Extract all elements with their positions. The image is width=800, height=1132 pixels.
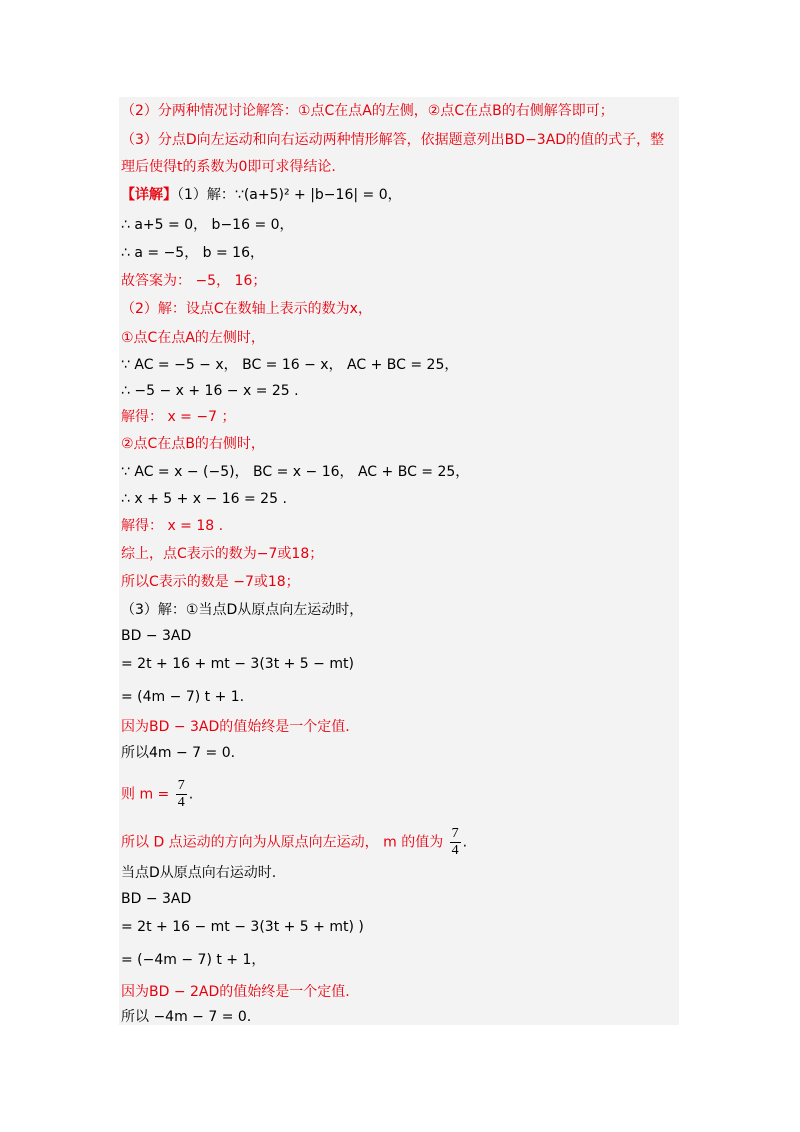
line-constant-right: 因为BD − 2AD的值始终是一个定值.	[121, 984, 350, 1000]
line-case1-eq2: ∴ −5 − x + 16 − x = 25 .	[121, 383, 299, 399]
fraction-seven-fourths-2	[450, 826, 461, 859]
line-m-value	[121, 778, 193, 811]
line-summary: 综上，点C表示的数为−7或18；	[121, 546, 324, 562]
line-case2-eq2: ∴ x + 5 + x − 16 = 25 .	[121, 491, 287, 507]
line-part3-case2-title: 当点D从原点向右运动时.	[121, 865, 277, 881]
line-expr-bd-3ad-2: BD − 3AD	[121, 891, 192, 907]
line-coeff-zero-right: 所以 −4m − 7 = 0.	[121, 1009, 252, 1025]
fraction-seven-fourths	[176, 778, 187, 811]
line-constant-left: 因为BD − 3AD的值始终是一个定值.	[121, 719, 350, 735]
line-case2-eq1: ∵ AC = x − (−5)， BC = x − 16， AC + BC = 25，	[121, 464, 470, 480]
line-part3-hint: （3）分点D向左运动和向右运动两种情形解答，依据题意列出BD−3AD的值的式子，整	[121, 132, 665, 148]
line-part2-hint: （2）分两种情况讨论解答：①点C在点A的左侧，②点C在点B的右侧解答即可；	[121, 103, 614, 119]
line-answer-part1: 故答案为： −5， 16；	[121, 273, 267, 289]
line-simplify-left: = (4m − 7) t + 1.	[121, 689, 245, 705]
detail-label: 【详解】	[121, 187, 177, 203]
detail-part1-eq: （1）解：∵(a+5)² + |b−16| = 0，	[177, 187, 402, 203]
line-detail-part1	[121, 186, 402, 204]
line-eq-values: ∴ a = −5， b = 16，	[121, 245, 264, 261]
line-expand-left: = 2t + 16 + mt − 3(3t + 5 − mt)	[121, 656, 354, 672]
fraction-numerator: 7	[451, 826, 459, 841]
line-case2-solution: 解得： x = 18 .	[121, 518, 224, 534]
fraction-denominator: 4	[451, 843, 459, 858]
direction-left-text: 所以 D 点运动的方向为从原点向左运动， m 的值为	[121, 834, 444, 851]
line-part3-hint-cont: 理后使得t的系数为0即可求得结论.	[121, 159, 336, 175]
line-coeff-zero-left: 所以4m − 7 = 0.	[121, 745, 236, 761]
line-case2-title: ②点C在点B的右侧时，	[121, 436, 265, 452]
fraction-denominator: 4	[177, 795, 185, 810]
line-conclusion: 所以C表示的数是 −7或18；	[121, 574, 300, 590]
line-case1-title: ①点C在点A的左侧时，	[121, 330, 265, 346]
m-value-period: .	[188, 786, 194, 803]
line-expand-right: = 2t + 16 − mt − 3(3t + 5 + mt) )	[121, 919, 364, 935]
fraction-numerator: 7	[177, 778, 185, 793]
line-eq-a-b: ∴ a+5 = 0， b−16 = 0，	[121, 217, 294, 233]
line-part3-case1-title: （3）解：①当点D从原点向左运动时，	[121, 602, 364, 618]
line-direction-left	[121, 826, 467, 859]
line-part2-setup: （2）解：设点C在数轴上表示的数为x，	[121, 301, 372, 317]
line-case1-solution: 解得： x = −7 ；	[121, 409, 236, 425]
direction-left-period: .	[462, 834, 468, 851]
line-simplify-right: = (−4m − 7) t + 1，	[121, 952, 266, 968]
m-value-lead: 则 m =	[121, 786, 170, 803]
line-expr-bd-3ad: BD − 3AD	[121, 628, 192, 644]
line-case1-eq1: ∵ AC = −5 − x， BC = 16 − x， AC + BC = 25，	[121, 357, 459, 373]
